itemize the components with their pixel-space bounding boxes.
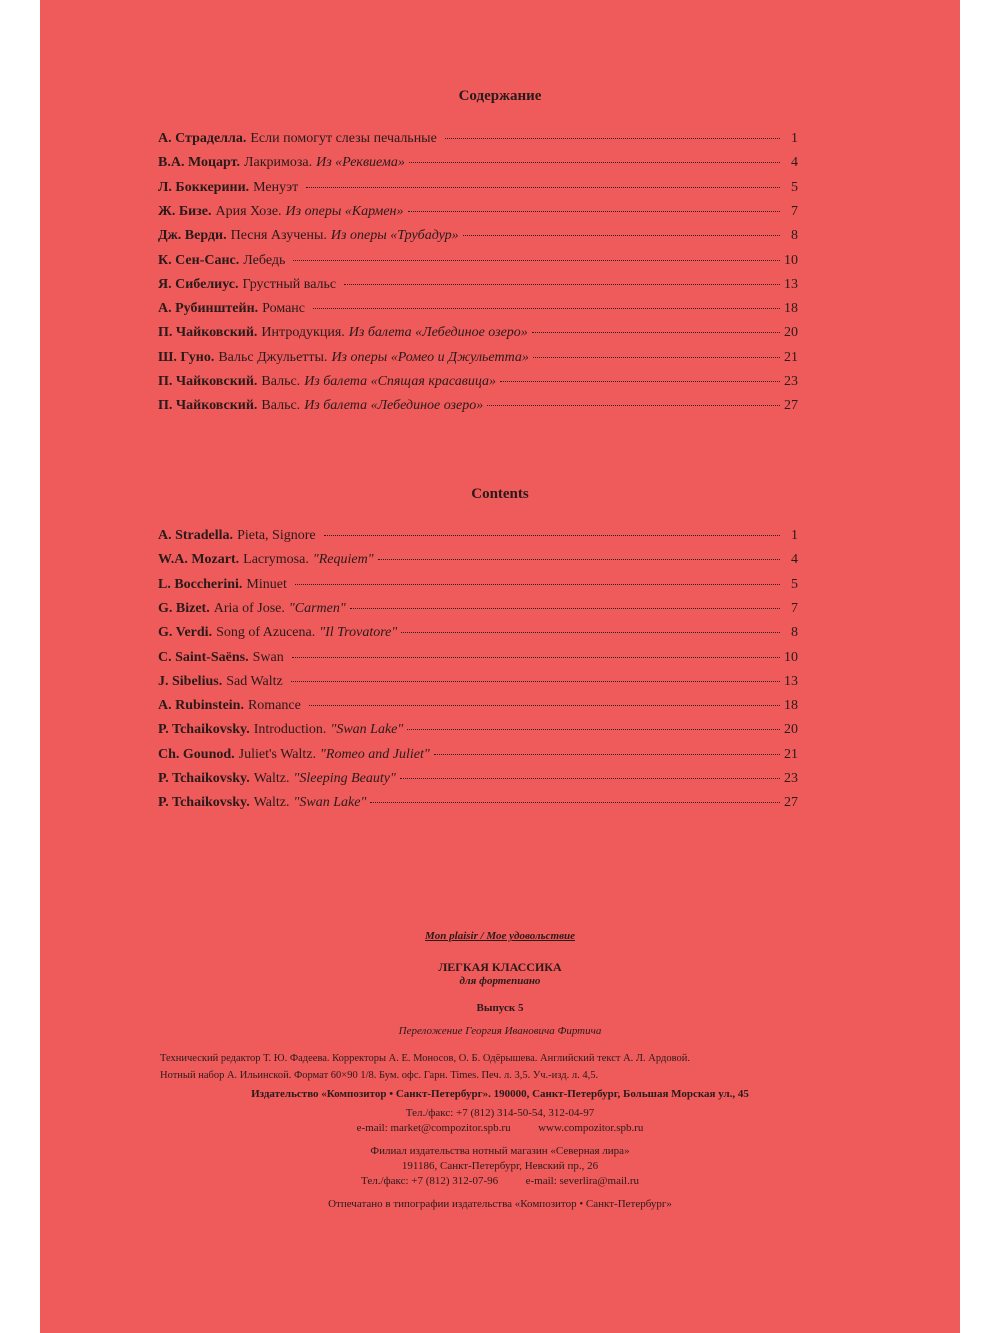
toc-title: Интродукция. <box>261 325 345 341</box>
credits-line-1: Технический редактор Т. Ю. Фадеева. Корректоры А. Е. Моносов, О. Б. Одёрышева. Английский текст А. Л. Ардовой. <box>160 1053 690 1064</box>
toc-title: Вальс Джульетты. <box>218 349 328 365</box>
publisher-address: Издательство «Композитор • Санкт-Петербург». 190000, Санкт-Петербург, Большая Морская ул., 45 <box>251 1088 749 1100</box>
toc-entry <box>158 131 798 151</box>
toc-page-number: 7 <box>791 600 798 616</box>
publisher-email-web: e-mail: market@compozitor.spb.ru www.compozitor.spb.ru <box>356 1122 644 1134</box>
toc-page-number: 20 <box>784 722 798 738</box>
toc-source: Из балета «Лебединое озеро» <box>304 398 484 414</box>
toc-dot-leader <box>533 357 780 358</box>
arranger-credit: Переложение Георгия Ивановича Фиртича <box>398 1025 602 1037</box>
toc-dot-leader <box>306 187 780 188</box>
toc-composer: A. Stradella. <box>158 528 234 543</box>
toc-page-number: 13 <box>784 276 798 292</box>
toc-title: Introduction. <box>253 722 327 738</box>
branch-contact: Тел./факс: +7 (812) 312-07-96 e-mail: severlira@mail.ru <box>361 1175 639 1187</box>
toc-page-number: 10 <box>784 252 798 268</box>
toc-dot-leader <box>295 584 780 585</box>
toc-source: Из оперы «Трубадур» <box>330 228 459 244</box>
toc-entry <box>158 528 798 548</box>
toc-source: Из балета «Лебединое озеро» <box>348 325 528 341</box>
toc-dot-leader <box>313 308 780 309</box>
toc-entry <box>158 625 798 645</box>
toc-entry <box>158 747 798 767</box>
toc-composer: L. Boccherini. <box>158 576 243 592</box>
toc-page-number: 20 <box>784 325 798 341</box>
toc-entry <box>158 771 798 791</box>
toc-title: Песня Азучены. <box>230 228 327 244</box>
toc-source: "Requiem" <box>312 552 374 568</box>
toc-entry <box>158 795 798 815</box>
toc-dot-leader <box>309 705 780 706</box>
toc-title: Romance <box>247 698 301 714</box>
toc-composer: Я. Сибелиус. <box>158 276 239 292</box>
toc-entry <box>158 552 798 572</box>
toc-composer: П. Чайковский. <box>158 374 258 389</box>
toc-title: Если помогут слезы печальные <box>250 131 437 146</box>
toc-page-number: 13 <box>784 673 798 689</box>
toc-composer: W.A. Mozart. <box>158 552 240 568</box>
toc-composer: А. Рубинштейн. <box>158 301 259 317</box>
toc-entry <box>158 601 798 621</box>
toc-dot-leader <box>463 235 780 236</box>
toc-page-number: 5 <box>791 179 798 195</box>
toc-composer: G. Verdi. <box>158 625 213 641</box>
toc-dot-leader <box>500 381 780 382</box>
toc-dot-leader <box>292 657 780 658</box>
toc-title: Менуэт <box>253 179 299 195</box>
toc-title: Minuet <box>246 576 287 592</box>
toc-dot-leader <box>400 778 780 779</box>
toc-source: Из балета «Спящая красавица» <box>304 374 496 389</box>
toc-title: Swan <box>252 649 284 665</box>
toc-page-number: 23 <box>784 374 798 389</box>
toc-source: "Il Trovatore" <box>319 625 398 641</box>
toc-composer: J. Sibelius. <box>158 673 223 689</box>
branch-name: Филиал издательства нотный магазин «Северная лира» <box>370 1145 630 1157</box>
toc-dot-leader <box>407 729 780 730</box>
toc-page-number: 7 <box>791 203 798 219</box>
publisher-phone: Тел./факс: +7 (812) 314-50-54, 312-04-97 <box>405 1107 595 1119</box>
toc-page-number: 18 <box>784 301 798 317</box>
toc-title: Waltz. <box>253 771 290 786</box>
toc-composer: Ж. Бизе. <box>158 203 212 219</box>
toc-dot-leader <box>401 632 780 633</box>
toc-entry <box>158 577 798 597</box>
toc-entry <box>158 398 798 418</box>
toc-title: Ария Хозе. <box>215 203 282 219</box>
toc-dot-leader <box>532 332 780 333</box>
toc-composer: А. Страделла. <box>158 131 247 146</box>
toc-composer: Л. Боккерини. <box>158 179 250 195</box>
toc-composer: P. Tchaikovsky. <box>158 722 250 738</box>
toc-dot-leader <box>350 608 780 609</box>
toc-page-number: 4 <box>791 155 798 171</box>
toc-dot-leader <box>487 405 780 406</box>
toc-source: Из оперы «Ромео и Джульетта» <box>331 349 529 365</box>
toc-entry <box>158 277 798 297</box>
toc-composer: P. Tchaikovsky. <box>158 771 250 786</box>
toc-page-number: 27 <box>784 398 798 414</box>
toc-page-number: 4 <box>791 552 798 568</box>
toc-page-number: 23 <box>784 771 798 786</box>
toc-title: Грустный вальс <box>242 276 337 292</box>
toc-title: Романс <box>262 301 306 317</box>
toc-composer: P. Tchaikovsky. <box>158 795 250 811</box>
toc-entry <box>158 301 798 321</box>
toc-title: Song of Azucena. <box>216 625 316 641</box>
toc-entry <box>158 204 798 224</box>
toc-title: Juliet's Waltz. <box>238 746 317 762</box>
toc-page-number: 1 <box>791 528 798 543</box>
issue-number: Выпуск 5 <box>476 1002 524 1014</box>
toc-entry <box>158 180 798 200</box>
toc-title: Лебедь <box>243 252 286 268</box>
toc-dot-leader <box>324 535 780 536</box>
toc-dot-leader <box>344 284 780 285</box>
toc-dot-leader <box>445 138 780 139</box>
toc-source: "Swan Lake" <box>293 795 367 811</box>
toc-page-number: 21 <box>784 349 798 365</box>
book-title: ЛЕГКАЯ КЛАССИКА <box>438 960 562 974</box>
toc-entry <box>158 722 798 742</box>
branch-address: 191186, Санкт-Петербург, Невский пр., 26 <box>401 1160 599 1172</box>
toc-page-number: 8 <box>791 625 798 641</box>
toc-dot-leader <box>408 211 781 212</box>
toc-entry <box>158 350 798 370</box>
toc-composer: В.А. Моцарт. <box>158 155 240 171</box>
toc-composer: Ch. Gounod. <box>158 746 235 762</box>
credits-line-2: Нотный набор А. Ильинской. Формат 60×90 1/8. Бум. офс. Гарн. Times. Печ. л. 3,5. Уч.-изд. л. 4,5. <box>160 1070 599 1081</box>
toc-title: Waltz. <box>253 795 290 811</box>
toc-page-number: 1 <box>791 131 798 146</box>
toc-dot-leader <box>409 162 780 163</box>
toc-title: Sad Waltz <box>226 673 283 689</box>
toc-source: "Carmen" <box>288 600 346 616</box>
book-subtitle: для фортепиано <box>459 975 541 987</box>
toc-entry <box>158 374 798 394</box>
toc-entry <box>158 155 798 175</box>
contents-ru-heading: Содержание <box>458 88 542 104</box>
toc-composer: К. Сен-Санс. <box>158 252 240 268</box>
toc-composer: Дж. Верди. <box>158 228 227 244</box>
contents-en-heading: Contents <box>471 486 529 502</box>
toc-entry <box>158 228 798 248</box>
toc-page-number: 18 <box>784 698 798 714</box>
toc-dot-leader <box>434 754 780 755</box>
toc-title: Вальс. <box>261 398 301 414</box>
toc-title: Pieta, Signore <box>237 528 316 543</box>
toc-dot-leader <box>370 802 780 803</box>
toc-entry <box>158 674 798 694</box>
toc-title: Lacrymosa. <box>243 552 309 568</box>
toc-title: Лакримоза. <box>243 155 313 171</box>
toc-entry <box>158 325 798 345</box>
toc-composer: G. Bizet. <box>158 600 210 616</box>
toc-source: Из оперы «Кармен» <box>285 203 404 219</box>
toc-source: "Swan Lake" <box>330 722 404 738</box>
toc-dot-leader <box>293 260 780 261</box>
toc-composer: A. Rubinstein. <box>158 698 244 714</box>
toc-composer: П. Чайковский. <box>158 325 258 341</box>
series-label: Mon plaisir / Мое удовольствие <box>424 930 576 942</box>
toc-dot-leader <box>291 681 780 682</box>
toc-entry <box>158 650 798 670</box>
toc-dot-leader <box>378 559 780 560</box>
toc-source: "Romeo and Juliet" <box>320 746 430 762</box>
toc-title: Aria of Jose. <box>213 600 285 616</box>
toc-page-number: 5 <box>791 576 798 592</box>
toc-page-number: 21 <box>784 746 798 762</box>
toc-entry <box>158 698 798 718</box>
toc-page-number: 27 <box>784 795 798 811</box>
printed-by: Отпечатано в типографии издательства «Композитор • Санкт-Петербург» <box>328 1198 672 1210</box>
toc-composer: Ш. Гуно. <box>158 349 215 365</box>
toc-entry <box>158 253 798 273</box>
toc-source: "Sleeping Beauty" <box>293 771 396 786</box>
toc-composer: П. Чайковский. <box>158 398 258 414</box>
toc-page-number: 10 <box>784 649 798 665</box>
toc-composer: C. Saint-Saëns. <box>158 649 249 665</box>
toc-page-number: 8 <box>791 228 798 244</box>
toc-title: Вальс. <box>261 374 301 389</box>
toc-source: Из «Реквиема» <box>316 155 405 171</box>
